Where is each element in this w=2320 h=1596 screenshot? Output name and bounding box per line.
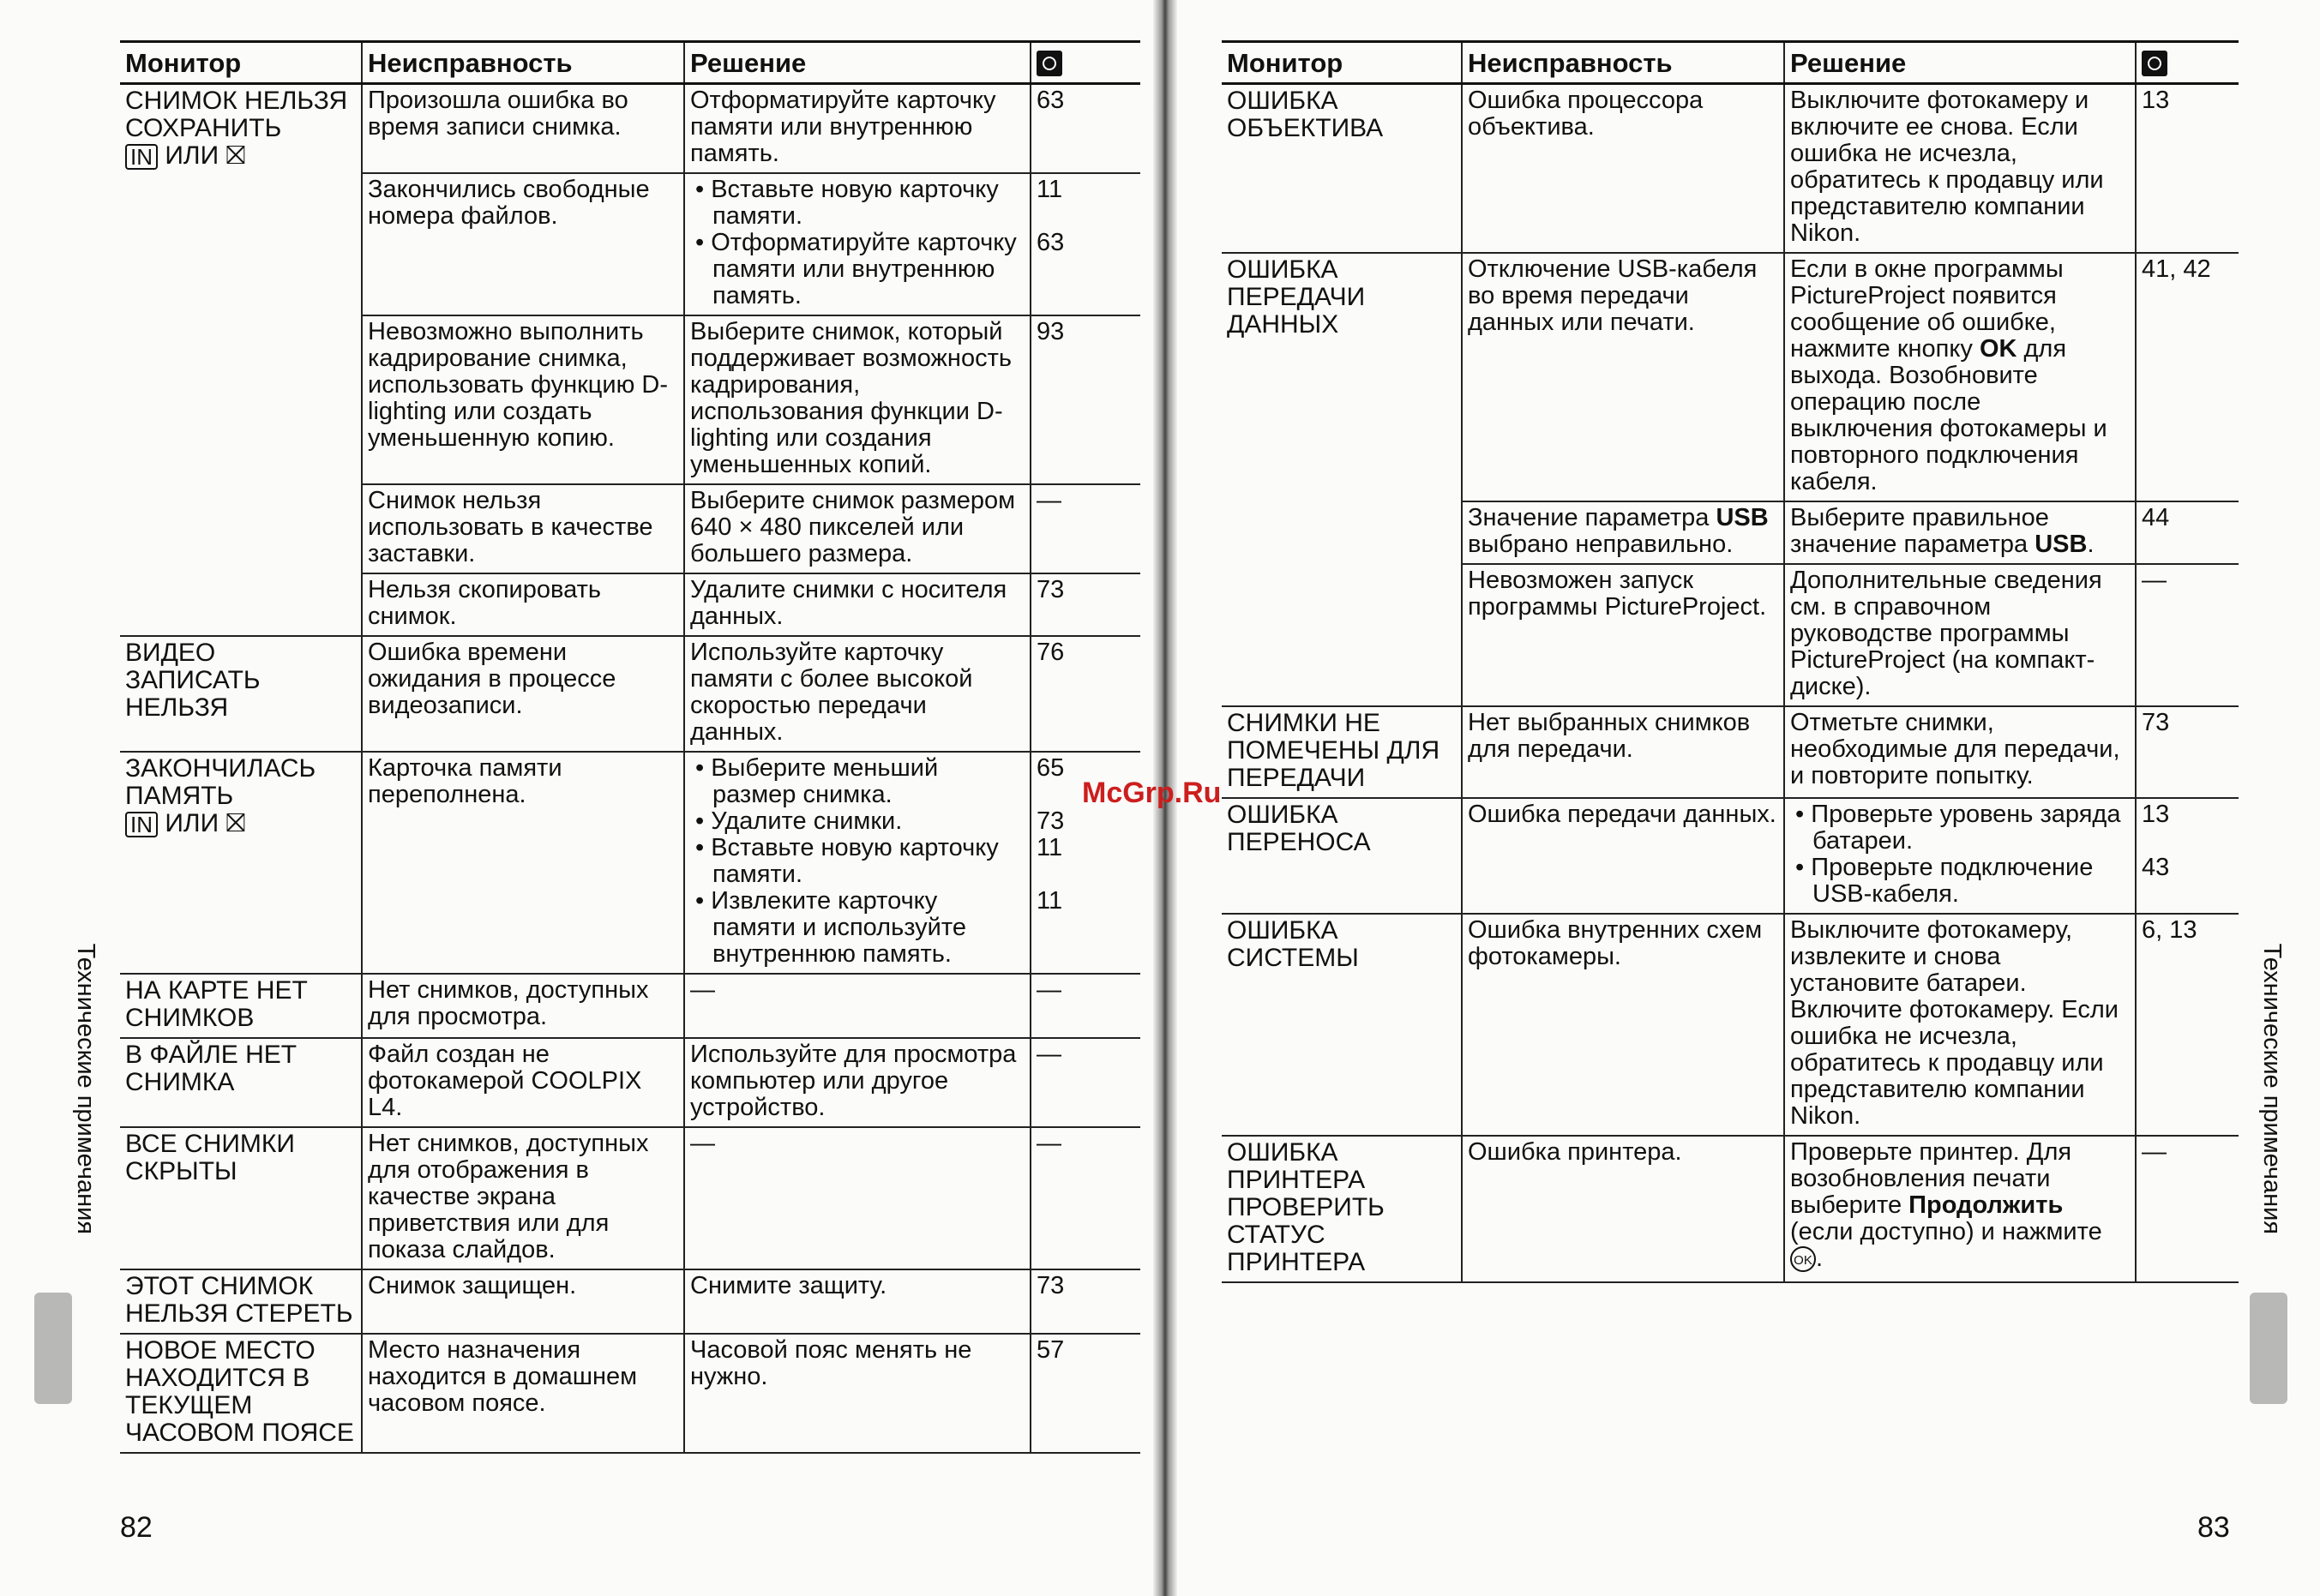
problem-text: Нельзя скопировать снимок.: [368, 576, 601, 630]
table-row: [1222, 798, 2239, 914]
ok-button-icon: OK: [1790, 1246, 1816, 1272]
solution-cell: [1784, 501, 2136, 564]
table-row: [120, 1269, 1140, 1334]
page-reference-cell: 63: [1031, 84, 1140, 174]
table-row: [1222, 1136, 2239, 1282]
error-message-text: СНИМОК НЕЛЬЗЯ СОХРАНИТЬ: [125, 87, 348, 142]
page-reference-cell: 11 63: [1031, 173, 1140, 315]
table-row: [1222, 253, 2239, 501]
problem-cell: [362, 1038, 684, 1127]
solution-header: Решение: [1784, 42, 2136, 84]
error-message-cell: [120, 1127, 362, 1269]
solution-bullet: • Проверьте уровень заряда батареи.: [1790, 801, 2130, 855]
error-message-text: НА КАРТЕ НЕТ СНИМКОВ: [125, 976, 308, 1032]
problem-cell: [362, 1334, 684, 1453]
solution-text: Используйте карточку памяти с более высокой скоростью передачи данных.: [690, 639, 973, 746]
solution-cell: [684, 484, 1031, 573]
problem-text: Невозможен запуск программы PictureProject.: [1468, 567, 1767, 621]
problem-cell: [1462, 1136, 1784, 1282]
solution-cell: Проверьте принтер. Для возобновления печати выберите Продолжить (если доступно) и нажмите OK .: [1784, 1136, 2136, 1282]
right-page-number: 83: [2197, 1511, 2230, 1544]
page-reference-cell: 13: [2136, 84, 2239, 254]
right-table-header: [1222, 42, 2239, 84]
page-reference-cell: 73: [2136, 706, 2239, 798]
error-message-text: В ФАЙЛЕ НЕТ СНИМКА: [125, 1041, 298, 1096]
solution-text: Удалите снимки с носителя данных.: [690, 576, 1007, 630]
problem-cell: [1462, 564, 1784, 706]
solution-text: .: [2087, 531, 2095, 558]
problem-cell: [1462, 501, 1784, 564]
solution-cell: [684, 636, 1031, 752]
problem-text: Невозможно выполнить кадрирование снимка, использовать функцию D-lighting или создать уменьшенную копию.: [368, 318, 668, 452]
solution-text-bold: OK: [1979, 335, 2017, 363]
solution-text: —: [690, 976, 715, 1004]
problem-cell: [1462, 253, 1784, 501]
solution-cell: [684, 1269, 1031, 1334]
left-table-header: [120, 42, 1140, 84]
solution-bullet: • Проверьте подключение USB-кабеля.: [1790, 855, 2130, 908]
error-message-cell: [1222, 706, 1462, 798]
page-reference-cell: —: [2136, 564, 2239, 706]
problem-text: выбрано неправильно.: [1468, 531, 1734, 558]
error-message-cell: [1222, 253, 1462, 706]
solution-cell: [684, 752, 1031, 974]
solution-cell: [684, 1038, 1031, 1127]
watermark: McGrp.Ru: [1082, 777, 1222, 809]
solution-cell: [1784, 253, 2136, 501]
problem-cell: [1462, 706, 1784, 798]
monitor-header: Монитор: [1222, 42, 1462, 84]
reference-page-icon: [1037, 51, 1062, 76]
table-row: [120, 1334, 1140, 1453]
right-error-table: [1222, 40, 2239, 1283]
error-message-cell: [120, 1038, 362, 1127]
left-table-body: [120, 84, 1140, 1454]
problem-text: Произошла ошибка во время записи снимка.: [368, 87, 628, 141]
table-row: [120, 84, 1140, 174]
error-message-cell: [120, 84, 362, 637]
memory-card-icon: ⛝: [225, 141, 246, 170]
problem-text: Место назначения находится в домашнем часовом поясе.: [368, 1336, 638, 1417]
page-reference-cell: 93: [1031, 315, 1140, 484]
table-row: [120, 1038, 1140, 1127]
solution-text: (если доступно) и нажмите: [1790, 1218, 2102, 1245]
solution-text: —: [690, 1130, 715, 1157]
page-reference-cell: —: [2136, 1136, 2239, 1282]
problem-text: Ошибка времени ожидания в процессе видеозаписи.: [368, 639, 616, 719]
solution-text: Выключите фотокамеру, извлеките и снова установите батареи. Включите фотокамеру. Если ошибка не исчезла, обратитесь к продавцу или представителю компании Nikon.: [1790, 916, 2119, 1130]
problem-text: Закончились свободные номера файлов.: [368, 176, 650, 230]
problem-text: Нет снимков, доступных для отображения в качестве экрана приветствия или для показа слайдов.: [368, 1130, 649, 1263]
internal-memory-icon: IN: [125, 144, 158, 170]
problem-text: Значение параметра: [1468, 504, 1716, 531]
solution-text: Если в окне программы PictureProject появится сообщение об ошибке, нажмите кнопку: [1790, 255, 2064, 363]
problem-cell: [1462, 914, 1784, 1136]
problem-cell: [1462, 798, 1784, 914]
problem-cell: [362, 974, 684, 1038]
problem-header: Неисправность: [1462, 42, 1784, 84]
solution-text: Снимите защиту.: [690, 1272, 887, 1299]
error-message-cell: [120, 974, 362, 1038]
problem-cell: [362, 1127, 684, 1269]
problem-text: Снимок нельзя использовать в качестве заставки.: [368, 487, 653, 567]
error-message-text: ЗАКОНЧИЛАСЬ ПАМЯТЬ: [125, 754, 316, 810]
problem-cell: [362, 573, 684, 636]
memory-card-icon: ⛝: [225, 809, 246, 837]
solution-bullet: • Вставьте новую карточку памяти.: [690, 835, 1025, 888]
page-reference-cell: 73: [1031, 1269, 1140, 1334]
problem-cell: [1462, 84, 1784, 254]
page-reference-cell: —: [1031, 484, 1140, 573]
error-message-text: ЭТОТ СНИМОК НЕЛЬЗЯ СТЕРЕТЬ: [125, 1272, 353, 1328]
reference-page-icon: [2142, 51, 2167, 76]
solution-text: Используйте для просмотра компьютер или другое устройство.: [690, 1041, 1017, 1121]
error-message-cell: [1222, 914, 1462, 1136]
problem-cell: [362, 173, 684, 315]
problem-text: Отключение USB-кабеля во время передачи данных или печати.: [1468, 255, 1758, 336]
page-reference-cell: 13 43: [2136, 798, 2239, 914]
error-message-text: ОШИБКА СИСТЕМЫ: [1227, 916, 1359, 972]
solution-cell: [1784, 84, 2136, 254]
page-reference-cell: 6, 13: [2136, 914, 2239, 1136]
solution-header: Решение: [684, 42, 1031, 84]
solution-cell: [684, 573, 1031, 636]
table-row: [1222, 84, 2239, 254]
or-text: ИЛИ: [165, 141, 219, 170]
problem-text: Нет выбранных снимков для передачи.: [1468, 709, 1751, 763]
problem-cell: [362, 1269, 684, 1334]
reference-header: [2136, 42, 2239, 84]
solution-text: Выберите правильное значение параметра: [1790, 504, 2049, 558]
problem-text: Ошибка передачи данных.: [1468, 801, 1776, 828]
page-reference-cell: —: [1031, 974, 1140, 1038]
solution-cell: [1784, 706, 2136, 798]
right-section-title: Технические примечания: [2258, 943, 2286, 1234]
problem-cell: [362, 752, 684, 974]
reference-header: [1031, 42, 1140, 84]
error-message-text: ОШИБКА ПЕРЕДАЧИ ДАННЫХ: [1227, 255, 1366, 339]
monitor-header: Монитор: [120, 42, 362, 84]
error-message-text: ВИДЕО ЗАПИСАТЬ НЕЛЬЗЯ: [125, 639, 261, 722]
solution-text: Выберите снимок размером 640 × 480 пикселей или большего размера.: [690, 487, 1016, 567]
solution-cell: [684, 173, 1031, 315]
solution-text: Выберите снимок, который поддерживает возможность кадрирования, использования функции D-lighting или создания уменьшенных копий.: [690, 318, 1012, 478]
solution-cell: [1784, 798, 2136, 914]
right-table-body: [1222, 84, 2239, 1283]
solution-cell: [684, 1127, 1031, 1269]
error-message-text: ВСЕ СНИМКИ СКРЫТЫ: [125, 1130, 295, 1185]
error-message-cell: [120, 752, 362, 974]
page-reference-cell: 65 73 11 11: [1031, 752, 1140, 974]
solution-cell: [684, 1334, 1031, 1453]
error-message-cell: [120, 1334, 362, 1453]
table-row: [1222, 706, 2239, 798]
page-reference-cell: 41, 42: [2136, 253, 2239, 501]
problem-text: Карточка памяти переполнена.: [368, 754, 562, 808]
solution-bullet: • Извлеките карточку памяти и используйте внутреннюю память.: [690, 888, 1025, 968]
solution-text-bold: USB: [2035, 531, 2088, 558]
page-reference-cell: 76: [1031, 636, 1140, 752]
page-reference-cell: 73: [1031, 573, 1140, 636]
problem-cell: [362, 315, 684, 484]
solution-bullet: • Выберите меньший размер снимка.: [690, 755, 1025, 808]
left-section-tab: [34, 1293, 72, 1404]
solution-text: Часовой пояс менять не нужно.: [690, 1336, 972, 1390]
error-message-text: ОШИБКА ПРИНТЕРА ПРОВЕРИТЬ СТАТУС ПРИНТЕРА: [1227, 1138, 1385, 1276]
left-error-table: [120, 40, 1140, 1454]
solution-text: Дополнительные сведения см. в справочном руководстве программы PictureProject (на компакт-диске).: [1790, 567, 2102, 700]
table-row: [120, 1127, 1140, 1269]
error-message-cell: [1222, 84, 1462, 254]
solution-text: для выхода. Возобновите операцию после выключения фотокамеры и повторного подключения кабеля.: [1790, 335, 2107, 495]
page-reference-cell: —: [1031, 1127, 1140, 1269]
error-message-cell: [1222, 798, 1462, 914]
solution-cell: [684, 315, 1031, 484]
table-row: [120, 974, 1140, 1038]
solution-cell: [1784, 914, 2136, 1136]
problem-text: Файл создан не фотокамерой COOLPIX L4.: [368, 1041, 642, 1121]
solution-bullet: • Отформатируйте карточку памяти или внутреннюю память.: [690, 230, 1025, 309]
solution-text: Отформатируйте карточку памяти или внутреннюю память.: [690, 87, 996, 167]
left-page-number: 82: [120, 1511, 153, 1544]
left-section-title: Технические примечания: [72, 943, 99, 1234]
problem-header: Неисправность: [362, 42, 684, 84]
table-row: [1222, 914, 2239, 1136]
error-message-text: НОВОЕ МЕСТО НАХОДИТСЯ В ТЕКУЩЕМ ЧАСОВОМ ПОЯСЕ: [125, 1336, 354, 1447]
problem-text-bold: USB: [1716, 504, 1769, 531]
internal-memory-icon: IN: [125, 812, 158, 837]
solution-cell: [684, 974, 1031, 1038]
page-reference-cell: 57: [1031, 1334, 1140, 1453]
solution-cell: [1784, 564, 2136, 706]
error-message-text: СНИМКИ НЕ ПОМЕЧЕНЫ ДЛЯ ПЕРЕДАЧИ: [1227, 709, 1440, 792]
solution-cell: [684, 84, 1031, 174]
problem-text: Ошибка внутренних схем фотокамеры.: [1468, 916, 1763, 970]
problem-text: Ошибка принтера.: [1468, 1138, 1682, 1166]
solution-text: Отметьте снимки, необходимые для передачи, и повторите попытку.: [1790, 709, 2120, 789]
problem-text: Ошибка процессора объектива.: [1468, 87, 1704, 141]
problem-cell: [362, 84, 684, 174]
solution-text: Выключите фотокамеру и включите ее снова. Если ошибка не исчезла, обратитесь к продавцу или представителю компании Nikon.: [1790, 87, 2104, 247]
problem-cell: [362, 636, 684, 752]
error-message-text: ОШИБКА ПЕРЕНОСА: [1227, 801, 1371, 856]
right-section-tab: [2250, 1293, 2287, 1404]
error-message-cell: [120, 636, 362, 752]
page-reference-cell: 44: [2136, 501, 2239, 564]
problem-cell: [362, 484, 684, 573]
table-row: [120, 752, 1140, 974]
page-reference-cell: —: [1031, 1038, 1140, 1127]
solution-text: Проверьте принтер. Для возобновления печати выберите: [1790, 1138, 2072, 1219]
problem-text: Нет снимков, доступных для просмотра.: [368, 976, 649, 1030]
or-text: ИЛИ: [165, 809, 219, 837]
error-message-cell: [1222, 1136, 1462, 1282]
table-row: [120, 636, 1140, 752]
solution-bullet: • Вставьте новую карточку памяти.: [690, 177, 1025, 230]
solution-bullet: • Удалите снимки.: [690, 808, 1025, 835]
error-message-text: ОШИБКА ОБЪЕКТИВА: [1227, 87, 1384, 142]
solution-text-bold: Продолжить: [1908, 1191, 2064, 1219]
problem-text: Снимок защищен.: [368, 1272, 577, 1299]
error-message-cell: [120, 1269, 362, 1334]
